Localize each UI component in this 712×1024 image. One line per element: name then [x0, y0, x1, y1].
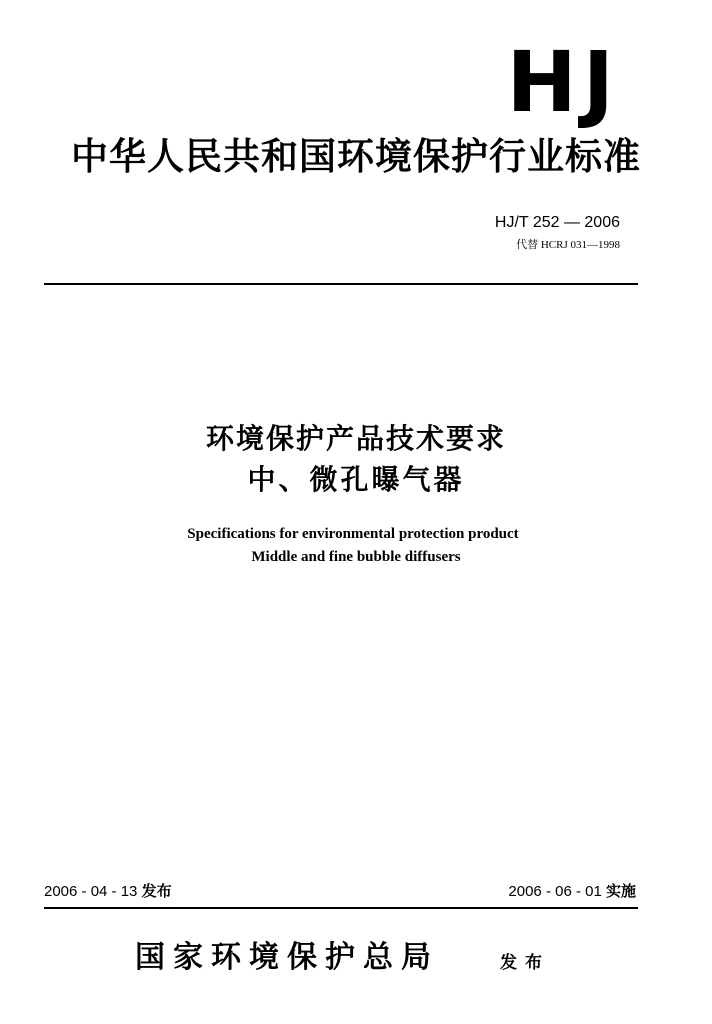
- replaced-standard: 代替 HCRJ 031—1998: [516, 239, 620, 251]
- issue-date-block: [44, 884, 172, 899]
- document-title-en-line1: Specifications for environmental protection product: [187, 526, 519, 542]
- implementation-date: 2006 - 06 - 01: [508, 883, 602, 900]
- issue-label: 发布: [141, 883, 172, 900]
- standard-type-title: 中华人民共和国环境保护行业标准: [71, 134, 641, 178]
- document-title-en-line2: Middle and fine bubble diffusers: [251, 549, 461, 565]
- hj-logo: HJ: [506, 33, 620, 131]
- document-title-cn-line1: 环境保护产品技术要求: [205, 422, 506, 455]
- top-divider: [44, 283, 638, 285]
- standard-code: HJ/T 252 — 2006: [494, 214, 620, 231]
- issuer-action: 发布: [500, 953, 550, 973]
- issue-date: 2006 - 04 - 13: [44, 883, 138, 900]
- implementation-label: 实施: [605, 883, 636, 900]
- document-title-cn-line2: 中、微孔曝气器: [247, 463, 465, 496]
- implementation-date-block: [508, 884, 636, 899]
- bottom-divider: [44, 907, 638, 909]
- issuing-authority: 国家环境保护总局: [135, 940, 439, 975]
